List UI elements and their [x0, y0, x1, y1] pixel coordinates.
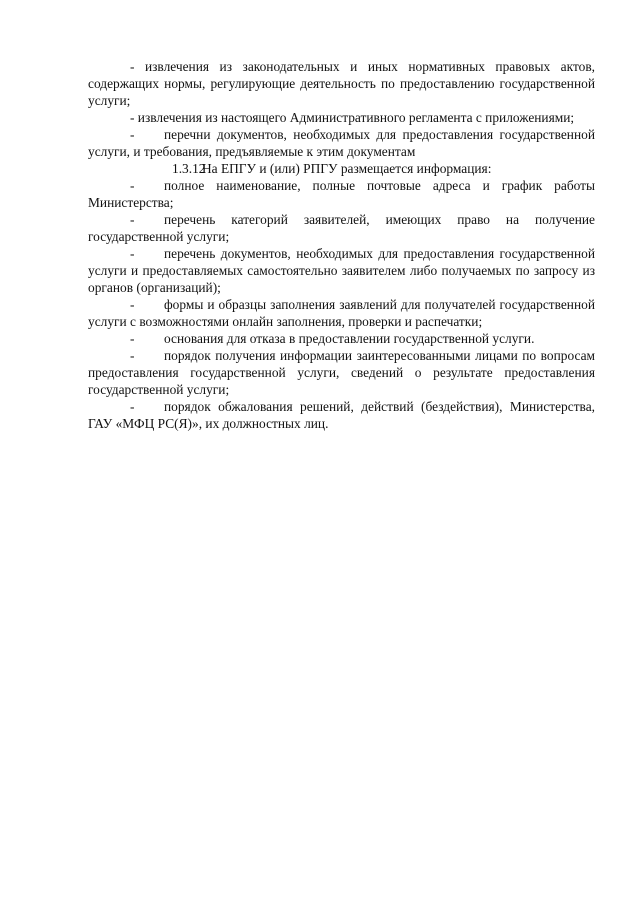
paragraph-text: - извлечения из законодательных и иных нормативных правовых актов, содержащих нормы, регулирующие деятельность по предоставлению государственной услуги;	[88, 59, 595, 108]
paragraph-section-1-3-12	[88, 160, 595, 177]
paragraph-text: - извлечения из настоящего Административного регламента с приложениями;	[130, 110, 575, 125]
paragraph-document-lists	[88, 126, 595, 160]
paragraph-text: полное наименование, полные почтовые адреса и график работы Министерства;	[88, 178, 595, 210]
document-page	[88, 58, 595, 432]
paragraph-legal-extracts	[88, 58, 595, 109]
paragraph-text: перечень документов, необходимых для предоставления государственной услуги и предоставляемых самостоятельно заявителем либо получаемых по запросу из органов (организаций);	[88, 246, 595, 295]
list-dash: -	[130, 246, 135, 261]
paragraph-application-forms	[88, 296, 595, 330]
paragraph-text: основания для отказа в предоставлении государственной услуги.	[164, 331, 535, 346]
list-dash: -	[130, 399, 135, 414]
paragraph-appeal-procedure	[88, 398, 595, 432]
list-dash: -	[130, 212, 135, 227]
section-number: 1.3.12	[172, 161, 206, 176]
list-dash: -	[130, 297, 135, 312]
paragraph-text: перечень категорий заявителей, имеющих право на получение государственной услуги;	[88, 212, 595, 244]
paragraph-required-documents	[88, 245, 595, 296]
list-dash: -	[130, 331, 135, 346]
paragraph-regulation-extracts	[88, 109, 595, 126]
paragraph-information-procedure	[88, 347, 595, 398]
list-dash: -	[130, 348, 135, 363]
paragraph-text: порядок получения информации заинтересованными лицами по вопросам предоставления государственной услуги, сведений о результате предоставления государственной услуги;	[88, 348, 595, 397]
paragraph-refusal-grounds	[88, 330, 595, 347]
list-dash: -	[130, 178, 135, 193]
paragraph-applicant-categories	[88, 211, 595, 245]
paragraph-full-name	[88, 177, 595, 211]
paragraph-text: перечни документов, необходимых для предоставления государственной услуги, и требования, предъявляемые к этим документам	[88, 127, 595, 159]
paragraph-text: формы и образцы заполнения заявлений для получателей государственной услуги с возможностями онлайн заполнения, проверки и распечатки;	[88, 297, 595, 329]
list-dash: -	[130, 127, 135, 142]
paragraph-text: порядок обжалования решений, действий (бездействия), Министерства, ГАУ «МФЦ РС(Я)», их должностных лиц.	[88, 399, 595, 431]
paragraph-text: На ЕПГУ и (или) РПГУ размещается информация:	[202, 161, 492, 176]
